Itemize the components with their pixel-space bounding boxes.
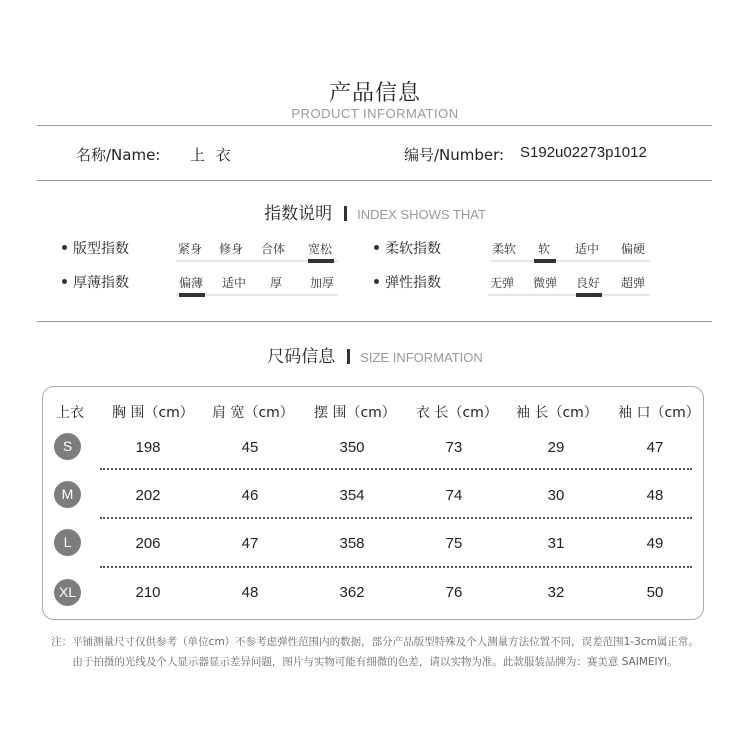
bullet-icon xyxy=(374,245,379,250)
row-separator xyxy=(100,517,692,519)
selected-marker xyxy=(308,259,334,263)
option-label: 修身 xyxy=(219,242,244,256)
page-subtitle: PRODUCT INFORMATION xyxy=(291,106,459,121)
index-title-en: INDEX SHOWS THAT xyxy=(357,207,486,222)
size-badge: S xyxy=(54,433,81,460)
note-line-2: 由于拍摄的光线及个人显示器显示差异问题，图片与实物可能有细微的色差，请以实物为准。此款服装品牌为：赛美意 SAIMEIYI。 xyxy=(72,656,678,668)
divider-product xyxy=(37,180,712,181)
option-label: 偏硬 xyxy=(621,242,646,256)
table-corner-label: 上衣 xyxy=(56,405,84,421)
table-cell: 206 xyxy=(135,535,161,552)
size-badge: L xyxy=(54,529,81,556)
table-cell: 198 xyxy=(135,439,161,456)
index-title-cn: 指数说明 xyxy=(264,204,333,224)
column-header-shoulder: 肩 宽（cm） xyxy=(212,405,294,421)
table-cell: 210 xyxy=(135,584,161,601)
divider-top xyxy=(37,125,712,126)
column-header-hem: 摆 围（cm） xyxy=(314,405,396,421)
table-cell: 47 xyxy=(241,535,259,552)
divider-index xyxy=(37,321,712,322)
table-cell: 76 xyxy=(445,584,463,601)
size-section-header xyxy=(0,342,750,367)
size-title-en: SIZE INFORMATION xyxy=(360,350,483,365)
page-title: 产品信息 xyxy=(328,81,421,106)
table-cell: 50 xyxy=(646,584,664,601)
size-badge: M xyxy=(54,481,81,508)
number-value: S192u02273p1012 xyxy=(520,144,647,161)
size-badge: XL xyxy=(54,579,81,606)
bullet-icon xyxy=(374,279,379,284)
column-header-cuff: 袖 口（cm） xyxy=(618,405,700,421)
table-cell: 32 xyxy=(547,584,565,601)
option-label: 厚 xyxy=(270,276,283,290)
option-label: 超弹 xyxy=(621,276,646,290)
note-line-1: 注：平铺测量尺寸仅供参考（单位cm）不参考虑弹性范围内的数据，部分产品版型特殊及个人测量方法位置不同，误差范围1-3cm属正常。 xyxy=(51,636,699,648)
index-label-thickness: 厚薄指数 xyxy=(62,272,129,292)
option-label: 适中 xyxy=(222,276,247,290)
table-cell: 49 xyxy=(646,535,664,552)
option-label: 柔软 xyxy=(492,242,517,256)
option-label: 紧身 xyxy=(178,242,203,256)
option-label: 良好 xyxy=(576,276,601,290)
table-cell: 202 xyxy=(135,487,161,504)
index-section-header xyxy=(0,199,750,224)
index-options-elasticity xyxy=(488,274,652,304)
table-cell: 75 xyxy=(445,535,463,552)
number-label: 编号/Number: xyxy=(404,146,505,164)
name-label: 名称/Name: xyxy=(76,146,161,164)
column-header-length: 衣 长（cm） xyxy=(416,405,498,421)
table-cell: 350 xyxy=(339,439,365,456)
size-title-cn: 尺码信息 xyxy=(267,347,336,367)
index-label-elasticity: 弹性指数 xyxy=(374,272,441,292)
column-header-sleeve-length: 袖 长（cm） xyxy=(516,405,598,421)
index-options-softness xyxy=(490,240,652,270)
table-cell: 46 xyxy=(241,487,259,504)
option-label: 偏薄 xyxy=(179,276,204,290)
selected-marker xyxy=(576,293,602,297)
table-cell: 354 xyxy=(339,487,365,504)
table-cell: 362 xyxy=(339,584,365,601)
table-cell: 358 xyxy=(339,535,365,552)
index-label-fit: 版型指数 xyxy=(62,238,129,258)
separator-bar xyxy=(347,349,350,364)
table-cell: 30 xyxy=(547,487,565,504)
name-value: 上 衣 xyxy=(190,146,234,164)
option-label: 合体 xyxy=(261,242,286,256)
selected-marker xyxy=(534,259,556,263)
index-label-softness: 柔软指数 xyxy=(374,238,441,258)
separator-bar xyxy=(344,206,347,221)
table-cell: 74 xyxy=(445,487,463,504)
index-options-thickness xyxy=(176,274,340,304)
option-label: 适中 xyxy=(575,242,600,256)
table-cell: 45 xyxy=(241,439,259,456)
selected-marker xyxy=(179,293,205,297)
bullet-icon xyxy=(62,245,67,250)
table-cell: 31 xyxy=(547,535,565,552)
option-label: 无弹 xyxy=(490,276,515,290)
table-cell: 29 xyxy=(547,439,565,456)
bullet-icon xyxy=(62,279,67,284)
option-label: 加厚 xyxy=(310,276,335,290)
table-cell: 73 xyxy=(445,439,463,456)
table-cell: 48 xyxy=(241,584,259,601)
table-cell: 48 xyxy=(646,487,664,504)
column-header-chest: 胸 围（cm） xyxy=(112,405,194,421)
option-label: 软 xyxy=(538,242,551,256)
row-separator xyxy=(100,468,692,470)
option-label: 宽松 xyxy=(308,242,333,256)
index-options-fit xyxy=(176,240,340,270)
option-label: 微弹 xyxy=(533,276,558,290)
row-separator xyxy=(100,566,692,568)
table-cell: 47 xyxy=(646,439,664,456)
